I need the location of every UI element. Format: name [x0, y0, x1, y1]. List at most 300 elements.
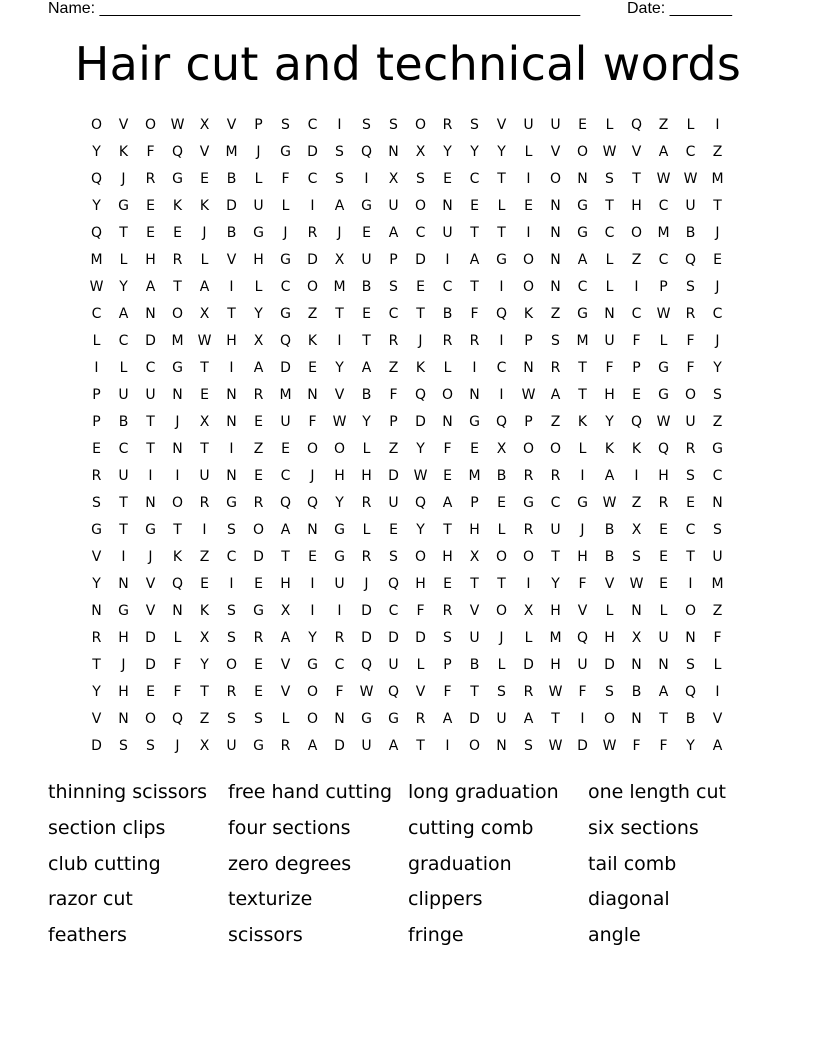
grid-letter: J [715, 224, 720, 241]
grid-letter: Q [90, 224, 103, 241]
grid-letter: C [307, 170, 318, 187]
grid-letter: N [91, 602, 102, 619]
grid-letter: X [199, 629, 210, 646]
grid-letter: R [253, 386, 264, 403]
grid-letter: T [173, 278, 182, 295]
grid-letter: K [604, 440, 615, 457]
grid-letter: N [658, 656, 669, 673]
grid-letter: A [145, 278, 156, 295]
grid-letter: J [418, 332, 423, 349]
grid-letter: B [496, 467, 507, 484]
word-list-item: clippers [408, 888, 483, 911]
grid-letter: F [443, 683, 452, 700]
grid-letter: F [713, 629, 722, 646]
grid-letter: E [497, 494, 506, 511]
grid-letter: R [361, 494, 372, 511]
grid-letter: V [118, 116, 129, 133]
grid-letter: B [118, 413, 129, 430]
grid-letter: I [175, 467, 180, 484]
grid-letter: M [576, 332, 589, 349]
date-line: Date: _______ [627, 0, 732, 17]
grid-letter: R [469, 332, 480, 349]
grid-letter: H [550, 656, 561, 673]
grid-letter: B [361, 278, 372, 295]
grid-letter: M [657, 224, 670, 241]
grid-letter: F [173, 656, 182, 673]
grid-letter: E [146, 224, 155, 241]
grid-letter: N [631, 656, 642, 673]
grid-letter: Z [712, 602, 723, 619]
grid-letter: L [200, 251, 209, 268]
grid-letter: K [172, 197, 183, 214]
grid-letter: H [604, 629, 615, 646]
grid-letter: T [632, 170, 641, 187]
grid-letter: W [656, 170, 671, 187]
grid-letter: T [497, 170, 506, 187]
grid-letter: J [715, 332, 720, 349]
grid-letter: Z [658, 116, 669, 133]
grid-letter: S [605, 683, 614, 700]
grid-letter: S [254, 710, 263, 727]
grid-letter: P [389, 413, 398, 430]
grid-letter: T [470, 278, 479, 295]
grid-letter: O [171, 494, 184, 511]
grid-letter: U [388, 494, 399, 511]
grid-letter: D [523, 656, 534, 673]
grid-letter: T [659, 710, 668, 727]
grid-letter: J [283, 224, 288, 241]
grid-letter: Q [387, 575, 400, 592]
grid-letter: I [94, 359, 99, 376]
grid-letter: J [202, 224, 207, 241]
grid-letter: V [550, 143, 561, 160]
grid-letter: X [199, 305, 210, 322]
grid-letter: C [280, 467, 291, 484]
grid-letter: K [118, 143, 129, 160]
grid-letter: Y [308, 629, 317, 646]
grid-letter: I [229, 359, 234, 376]
grid-letter: G [172, 170, 183, 187]
grid-letter: G [226, 494, 237, 511]
grid-letter: Q [414, 386, 427, 403]
grid-letter: E [173, 224, 182, 241]
grid-letter: A [307, 737, 318, 754]
grid-letter: E [443, 170, 452, 187]
grid-letter: R [550, 359, 561, 376]
grid-letter: O [522, 278, 535, 295]
grid-letter: E [254, 575, 263, 592]
grid-letter: G [658, 359, 669, 376]
grid-letter: E [281, 440, 290, 457]
grid-letter: Y [254, 305, 263, 322]
grid-letter: E [146, 197, 155, 214]
grid-letter: N [145, 305, 156, 322]
grid-letter: D [253, 548, 264, 565]
grid-letter: N [226, 467, 237, 484]
word-list-item: tail comb [588, 852, 677, 875]
grid-letter: X [496, 440, 507, 457]
grid-letter: I [337, 116, 342, 133]
grid-letter: H [361, 467, 372, 484]
grid-letter: I [526, 224, 531, 241]
grid-letter: I [634, 467, 639, 484]
grid-letter: E [200, 170, 209, 187]
grid-letter: G [334, 521, 345, 538]
grid-letter: T [578, 386, 587, 403]
grid-letter: U [577, 656, 588, 673]
grid-letter: L [524, 629, 533, 646]
grid-letter: H [631, 197, 642, 214]
grid-letter: F [470, 305, 479, 322]
grid-letter: N [334, 710, 345, 727]
grid-letter: V [226, 251, 237, 268]
grid-letter: S [92, 494, 101, 511]
grid-letter: T [416, 305, 425, 322]
grid-letter: W [602, 494, 617, 511]
grid-letter: I [580, 467, 585, 484]
word-list-item: cutting comb [408, 816, 534, 839]
grid-letter: O [414, 548, 427, 565]
grid-letter: Z [199, 548, 210, 565]
grid-letter: U [388, 656, 399, 673]
grid-letter: V [280, 683, 291, 700]
grid-letter: T [119, 494, 128, 511]
grid-letter: T [200, 359, 209, 376]
grid-letter: W [683, 170, 698, 187]
grid-letter: O [144, 116, 157, 133]
grid-letter: B [226, 170, 237, 187]
grid-letter: L [524, 143, 533, 160]
grid-letter: I [445, 737, 450, 754]
grid-letter: H [604, 386, 615, 403]
grid-letter: Q [387, 683, 400, 700]
grid-letter: Q [279, 494, 292, 511]
grid-letter: O [522, 440, 535, 457]
grid-letter: U [685, 413, 696, 430]
grid-letter: M [171, 332, 184, 349]
grid-letter: L [254, 278, 263, 295]
grid-letter: I [499, 386, 504, 403]
grid-letter: G [280, 251, 291, 268]
grid-letter: I [499, 278, 504, 295]
grid-letter: S [362, 116, 371, 133]
grid-letter: L [173, 629, 182, 646]
grid-letter: I [715, 116, 720, 133]
grid-letter: S [443, 629, 452, 646]
grid-letter: I [310, 602, 315, 619]
grid-letter: H [415, 575, 426, 592]
word-list-item: angle [588, 924, 641, 947]
grid-letter: C [550, 494, 561, 511]
grid-letter: L [659, 332, 668, 349]
grid-letter: Q [360, 143, 373, 160]
grid-letter: Y [713, 359, 722, 376]
grid-letter: S [227, 602, 236, 619]
grid-letter: C [91, 305, 102, 322]
grid-letter: Z [388, 359, 399, 376]
grid-letter: L [443, 359, 452, 376]
grid-letter: L [281, 197, 290, 214]
grid-letter: E [443, 467, 452, 484]
grid-letter: L [686, 116, 695, 133]
grid-letter: E [659, 521, 668, 538]
grid-letter: O [252, 521, 265, 538]
grid-letter: S [227, 710, 236, 727]
grid-letter: L [497, 197, 506, 214]
word-list-item: four sections [228, 816, 351, 839]
grid-letter: F [686, 332, 695, 349]
grid-letter: G [577, 494, 588, 511]
word-list-item: feathers [48, 924, 127, 947]
grid-letter: A [361, 359, 372, 376]
grid-letter: I [310, 197, 315, 214]
grid-letter: C [388, 602, 399, 619]
grid-letter: W [548, 737, 563, 754]
grid-letter: I [121, 548, 126, 565]
word-list-item: six sections [588, 816, 699, 839]
grid-letter: T [470, 683, 479, 700]
grid-letter: T [281, 548, 290, 565]
grid-letter: Q [630, 413, 643, 430]
grid-letter: I [526, 170, 531, 187]
grid-letter: O [414, 116, 427, 133]
grid-letter: G [577, 224, 588, 241]
grid-letter: G [253, 737, 264, 754]
grid-letter: R [442, 116, 453, 133]
grid-letter: L [281, 710, 290, 727]
word-list-item: texturize [228, 888, 313, 911]
grid-letter: E [254, 683, 263, 700]
grid-letter: J [256, 143, 261, 160]
grid-letter: J [175, 413, 180, 430]
grid-letter: T [416, 737, 425, 754]
grid-letter: O [333, 440, 346, 457]
grid-letter: I [634, 278, 639, 295]
grid-letter: A [199, 278, 210, 295]
grid-letter: S [335, 143, 344, 160]
grid-letter: A [388, 224, 399, 241]
grid-letter: Y [335, 359, 344, 376]
grid-letter: N [469, 386, 480, 403]
grid-letter: J [364, 575, 369, 592]
grid-letter: K [172, 548, 183, 565]
grid-letter: L [605, 278, 614, 295]
grid-letter: E [254, 656, 263, 673]
grid-letter: V [577, 602, 588, 619]
grid-letter: V [712, 710, 723, 727]
grid-letter: C [496, 359, 507, 376]
grid-letter: N [145, 494, 156, 511]
grid-letter: F [146, 143, 155, 160]
grid-letter: T [605, 197, 614, 214]
grid-letter: O [684, 602, 697, 619]
grid-letter: U [685, 197, 696, 214]
grid-letter: U [496, 710, 507, 727]
grid-letter: A [604, 467, 615, 484]
grid-letter: W [89, 278, 104, 295]
grid-letter: C [631, 305, 642, 322]
grid-letter: C [118, 332, 129, 349]
grid-letter: S [389, 548, 398, 565]
grid-letter: O [306, 683, 319, 700]
grid-letter: F [389, 386, 398, 403]
grid-letter: S [146, 737, 155, 754]
grid-letter: K [199, 197, 210, 214]
grid-letter: B [604, 548, 615, 565]
grid-letter: T [200, 440, 209, 457]
grid-letter: W [332, 413, 347, 430]
grid-letter: X [388, 170, 399, 187]
grid-letter: H [577, 548, 588, 565]
grid-letter: I [688, 575, 693, 592]
grid-letter: A [442, 494, 453, 511]
grid-letter: Y [470, 143, 479, 160]
grid-letter: N [118, 575, 129, 592]
grid-letter: R [280, 737, 291, 754]
grid-letter: L [713, 656, 722, 673]
grid-letter: Y [605, 413, 614, 430]
grid-letter: P [92, 413, 101, 430]
grid-letter: H [118, 683, 129, 700]
grid-letter: C [712, 305, 723, 322]
grid-letter: D [145, 332, 156, 349]
word-list-item: diagonal [588, 888, 670, 911]
grid-letter: L [605, 602, 614, 619]
grid-letter: N [172, 386, 183, 403]
grid-letter: O [549, 440, 562, 457]
grid-letter: K [307, 332, 318, 349]
grid-letter: K [577, 413, 588, 430]
grid-letter: R [442, 332, 453, 349]
grid-letter: U [334, 575, 345, 592]
grid-letter: M [468, 467, 481, 484]
grid-letter: V [145, 575, 156, 592]
grid-letter: W [602, 143, 617, 160]
grid-letter: R [145, 170, 156, 187]
grid-letter: S [632, 548, 641, 565]
grid-letter: Q [360, 656, 373, 673]
grid-letter: N [172, 602, 183, 619]
page-title: Hair cut and technical words [74, 37, 742, 91]
grid-letter: C [685, 521, 696, 538]
grid-letter: P [254, 116, 263, 133]
grid-letter: B [361, 386, 372, 403]
grid-letter: E [200, 386, 209, 403]
grid-letter: Y [686, 737, 695, 754]
grid-letter: N [631, 602, 642, 619]
grid-letter: T [119, 521, 128, 538]
grid-letter: M [225, 143, 238, 160]
grid-letter: F [659, 737, 668, 754]
grid-letter: O [603, 710, 616, 727]
grid-letter: Y [119, 278, 128, 295]
grid-letter: S [551, 332, 560, 349]
grid-letter: W [602, 737, 617, 754]
grid-letter: O [522, 548, 535, 565]
word-list-item: scissors [228, 924, 303, 947]
grid-letter: I [148, 467, 153, 484]
grid-letter: Q [414, 494, 427, 511]
grid-letter: O [495, 602, 508, 619]
grid-letter: R [199, 494, 210, 511]
grid-letter: S [713, 386, 722, 403]
grid-letter: L [659, 602, 668, 619]
grid-letter: V [469, 602, 480, 619]
grid-letter: R [388, 332, 399, 349]
grid-letter: E [92, 440, 101, 457]
grid-letter: E [659, 548, 668, 565]
grid-letter: A [334, 197, 345, 214]
grid-letter: S [119, 737, 128, 754]
grid-letter: T [146, 413, 155, 430]
grid-letter: S [605, 170, 614, 187]
grid-letter: W [521, 386, 536, 403]
grid-letter: O [495, 548, 508, 565]
grid-letter: S [686, 278, 695, 295]
grid-letter: W [197, 332, 212, 349]
grid-letter: B [631, 683, 642, 700]
grid-letter: K [199, 602, 210, 619]
grid-letter: N [388, 143, 399, 160]
grid-letter: C [415, 224, 426, 241]
grid-letter: R [334, 629, 345, 646]
grid-letter: D [334, 737, 345, 754]
grid-letter: L [497, 521, 506, 538]
grid-letter: O [441, 386, 454, 403]
grid-letter: U [145, 386, 156, 403]
grid-letter: V [631, 143, 642, 160]
word-list-item: section clips [48, 816, 166, 839]
grid-letter: L [119, 359, 128, 376]
grid-letter: Y [200, 656, 209, 673]
grid-letter: G [496, 251, 507, 268]
grid-letter: D [307, 143, 318, 160]
grid-letter: C [658, 197, 669, 214]
grid-letter: R [415, 710, 426, 727]
grid-letter: X [469, 548, 480, 565]
grid-letter: G [172, 359, 183, 376]
grid-letter: D [388, 629, 399, 646]
grid-letter: D [415, 251, 426, 268]
grid-letter: M [279, 386, 292, 403]
grid-letter: S [389, 278, 398, 295]
grid-letter: O [630, 224, 643, 241]
grid-letter: R [91, 629, 102, 646]
grid-letter: A [712, 737, 723, 754]
grid-letter: W [548, 683, 563, 700]
grid-letter: B [226, 224, 237, 241]
grid-letter: T [470, 575, 479, 592]
grid-letter: M [333, 278, 346, 295]
grid-letter: E [389, 521, 398, 538]
grid-letter: Y [92, 683, 101, 700]
grid-letter: G [280, 305, 291, 322]
grid-letter: V [280, 656, 291, 673]
grid-letter: P [632, 359, 641, 376]
grid-letter: M [711, 575, 724, 592]
grid-letter: C [442, 278, 453, 295]
grid-letter: G [523, 494, 534, 511]
grid-letter: Z [253, 440, 264, 457]
grid-letter: V [145, 602, 156, 619]
grid-letter: L [605, 251, 614, 268]
grid-letter: N [118, 710, 129, 727]
grid-letter: N [550, 251, 561, 268]
grid-letter: E [632, 386, 641, 403]
grid-letter: V [334, 386, 345, 403]
word-list-item: razor cut [48, 888, 133, 911]
grid-letter: C [334, 656, 345, 673]
